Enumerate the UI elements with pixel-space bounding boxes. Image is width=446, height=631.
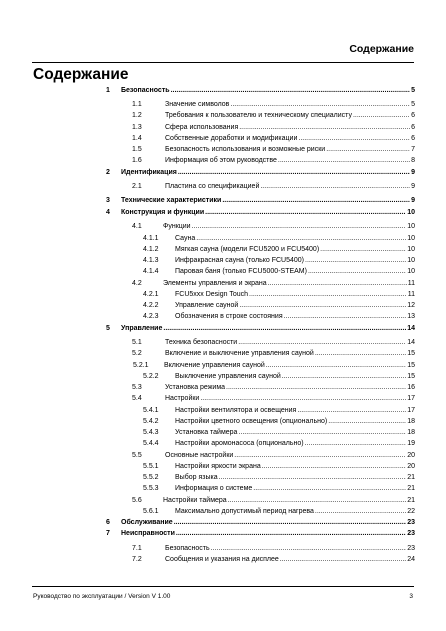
toc-entry-line — [175, 428, 415, 437]
toc-entry-line — [165, 145, 415, 154]
toc-entry-page: 17 — [407, 395, 415, 403]
toc-entry-page: 10 — [407, 268, 415, 276]
toc-entry-line — [121, 324, 415, 333]
toc-entry-title: Пластина со спецификацией — [165, 182, 260, 190]
toc-entry-page: 20 — [407, 462, 415, 470]
toc-entry-page: 10 — [407, 245, 415, 253]
toc-entry-page: 6 — [411, 123, 415, 131]
toc-entry[interactable] — [0, 383, 446, 394]
toc-entry[interactable] — [0, 417, 446, 428]
toc-dot-leader — [219, 473, 407, 482]
toc-entry-page: 13 — [407, 313, 415, 321]
toc-entry[interactable] — [0, 507, 446, 518]
toc-dot-leader — [249, 290, 407, 299]
toc-entry[interactable] — [0, 245, 446, 256]
toc-entry-page: 22 — [407, 507, 415, 515]
toc-entry-number: 1 — [106, 86, 110, 94]
toc-dot-leader — [278, 156, 410, 165]
toc-dot-leader — [228, 496, 407, 505]
toc-entry-number: 5.5.2 — [143, 474, 159, 481]
toc-entry[interactable] — [0, 439, 446, 450]
toc-entry-number: 4.2.2 — [143, 302, 159, 309]
toc-dot-leader — [171, 86, 411, 95]
toc-entry-title: Настройки аромонасоса (опционально) — [175, 440, 304, 448]
toc-entry-title: Элементы управления и экрана — [163, 279, 267, 287]
toc-entry-line — [165, 555, 415, 564]
toc-entry-number: 1.1 — [132, 100, 142, 108]
toc-dot-leader — [176, 529, 406, 538]
toc-entry-number: 5.3 — [132, 384, 142, 391]
toc-entry-number: 4.2.1 — [143, 290, 159, 298]
toc-dot-leader — [268, 279, 407, 288]
toc-entry-line — [121, 86, 415, 95]
toc-dot-leader — [253, 484, 406, 493]
toc-dot-leader — [305, 256, 406, 265]
toc-dot-leader — [297, 406, 406, 415]
toc-entry-line — [121, 529, 415, 538]
toc-dot-leader — [298, 134, 410, 143]
page-title: Содержание — [33, 66, 129, 83]
toc-entry-number: 4.1.3 — [143, 257, 159, 264]
toc-entry-number: 7 — [106, 530, 110, 538]
toc-entry-title: Сауна — [175, 234, 196, 242]
toc-entry[interactable] — [0, 168, 446, 179]
toc-dot-leader — [353, 111, 410, 120]
toc-entry[interactable] — [0, 134, 446, 145]
toc-entry[interactable] — [0, 541, 446, 556]
toc-entry[interactable] — [0, 518, 446, 529]
toc-dot-leader — [284, 312, 407, 321]
toc-entry-line — [163, 496, 415, 505]
toc-entry[interactable] — [0, 179, 446, 194]
toc-entry-line — [175, 462, 415, 471]
running-header-title: Содержание — [349, 43, 414, 55]
toc-entry-title: Обозначения в строке состояния — [175, 313, 283, 321]
toc-entry-number: 7.2 — [132, 556, 142, 563]
toc-entry[interactable] — [0, 97, 446, 112]
toc-entry-page: 10 — [407, 234, 415, 242]
toc-dot-leader — [192, 222, 407, 231]
toc-entry[interactable] — [0, 349, 446, 360]
toc-entry-number: 1.4 — [132, 134, 142, 142]
toc-entry-title: Настройки вентилятора и освещения — [175, 406, 297, 414]
footer-document-title: Руководство по эксплуатации / Version V 1.00 — [33, 593, 171, 600]
toc-entry-page: 10 — [407, 223, 415, 230]
toc-entry-line — [175, 484, 415, 493]
toc-entry-line — [165, 182, 415, 191]
toc-entry-title: Включение и выключение управления сауной — [165, 350, 314, 358]
toc-dot-leader — [196, 234, 406, 243]
toc-entry-line — [165, 451, 415, 460]
toc-entry-page: 14 — [407, 338, 415, 346]
toc-entry-page: 19 — [407, 440, 415, 448]
toc-entry-title: Настройки цветного освещения (опционально) — [175, 417, 328, 425]
toc-entry-line — [121, 208, 415, 217]
toc-entry[interactable] — [0, 234, 446, 245]
toc-dot-leader — [320, 245, 406, 254]
toc-entry[interactable] — [0, 86, 446, 97]
toc-entry-page: 18 — [407, 429, 415, 436]
toc-entry-line — [175, 473, 415, 482]
toc-entry-page: 16 — [407, 384, 415, 391]
toc-entry-title: Паровая баня (только FCU5000-STEAM) — [175, 268, 307, 276]
toc-entry-page: 11 — [407, 279, 415, 287]
toc-entry-title: Настройки таймера — [163, 496, 227, 504]
toc-entry-line — [121, 196, 415, 205]
toc-entry-page: 23 — [407, 519, 415, 526]
toc-entry-page: 5 — [411, 100, 415, 108]
toc-entry-number: 5.1 — [132, 338, 142, 346]
toc-dot-leader — [200, 394, 406, 403]
toc-entry-line — [175, 507, 415, 516]
header-rule — [32, 62, 414, 63]
toc-entry-title: Информация об этом руководстве — [165, 157, 277, 165]
toc-entry-title: Функции — [163, 223, 191, 230]
toc-entry-line — [165, 111, 415, 120]
toc-entry-number: 6 — [106, 519, 110, 526]
toc-entry-title: Безопасность — [165, 544, 210, 552]
toc-dot-leader — [315, 349, 406, 358]
toc-dot-leader — [234, 451, 406, 460]
toc-entry-title: Выключение управления сауной — [175, 372, 281, 380]
toc-entry[interactable] — [0, 335, 446, 350]
toc-entry-number: 5.5 — [132, 451, 142, 459]
toc-entry-title: Инфракрасная сауна (только FCU5400) — [175, 257, 305, 264]
toc-entry-line — [165, 383, 415, 392]
toc-entry-number: 5.5.1 — [143, 462, 159, 470]
toc-entry-title: Конструкция и функции — [121, 208, 205, 216]
toc-entry-page: 23 — [407, 530, 415, 538]
toc-entry-line — [165, 100, 415, 109]
toc-entry-line — [165, 394, 415, 403]
toc-entry-line — [175, 234, 415, 243]
toc-entry-title: Настройки — [165, 395, 200, 403]
toc-entry-page: 17 — [407, 406, 415, 414]
toc-entry-page: 11 — [407, 290, 415, 298]
toc-entry[interactable] — [0, 428, 446, 439]
toc-dot-leader — [226, 383, 406, 392]
toc-dot-leader — [230, 100, 410, 109]
toc-entry-line — [175, 406, 415, 415]
toc-entry-number: 5.4.2 — [143, 417, 159, 425]
toc-entry-line — [175, 301, 415, 310]
toc-entry-title: Установка таймера — [175, 429, 238, 436]
toc-entry-page: 9 — [411, 168, 415, 176]
toc-entry-number: 5 — [106, 324, 110, 332]
toc-entry-line — [175, 312, 415, 321]
toc-entry-page: 8 — [411, 157, 415, 165]
toc-entry-page: 15 — [407, 361, 415, 369]
footer-page-number: 3 — [409, 593, 413, 600]
toc-entry-title: Неисправности — [121, 530, 175, 538]
toc-entry-line — [163, 222, 415, 231]
toc-entry-line — [175, 245, 415, 254]
toc-entry-page: 23 — [407, 544, 415, 552]
toc-entry[interactable] — [0, 145, 446, 156]
toc-entry[interactable] — [0, 529, 446, 540]
toc-entry-title: Настройки яркости экрана — [175, 462, 261, 470]
toc-entry[interactable] — [0, 496, 446, 507]
toc-dot-leader — [326, 145, 410, 154]
toc-entry[interactable] — [0, 555, 446, 566]
toc-entry-number: 1.2 — [132, 112, 142, 120]
toc-dot-leader — [266, 361, 406, 370]
toc-entry[interactable] — [0, 219, 446, 234]
toc-entry-number: 5.4.3 — [143, 429, 159, 436]
toc-entry[interactable] — [0, 111, 446, 122]
toc-entry-number: 5.4 — [132, 395, 142, 403]
toc-entry-page: 6 — [411, 112, 415, 120]
toc-entry-line — [165, 338, 415, 347]
toc-entry-number: 4.1.1 — [143, 234, 159, 242]
toc-entry[interactable] — [0, 361, 446, 372]
toc-entry-title: Технические характеристики — [121, 197, 222, 205]
toc-entry[interactable] — [0, 193, 446, 208]
toc-dot-leader — [205, 208, 406, 217]
toc-entry-line — [165, 123, 415, 132]
toc-entry[interactable] — [0, 473, 446, 484]
toc-entry-title: Сфера использования — [165, 123, 239, 131]
toc-entry-line — [121, 168, 415, 177]
toc-dot-leader — [328, 417, 406, 426]
toc-entry-title: Информация о системе — [175, 485, 253, 493]
toc-entry-number: 5.2 — [132, 350, 142, 358]
footer-rule — [32, 586, 414, 587]
toc-entry-number: 5.4.1 — [143, 406, 159, 414]
toc-entry[interactable] — [0, 324, 446, 335]
toc-entry-page: 9 — [411, 197, 415, 205]
toc-entry-line — [175, 417, 415, 426]
toc-entry-line — [175, 256, 415, 265]
toc-entry-page: 12 — [407, 302, 415, 309]
toc-entry[interactable] — [0, 267, 446, 278]
toc-entry-title: Значение символов — [165, 100, 230, 108]
toc-entry-number: 7.1 — [132, 544, 142, 552]
toc-entry-number: 5.6 — [132, 496, 142, 504]
toc-entry-number: 4.2 — [132, 279, 142, 287]
toc-entry-page: 21 — [407, 474, 415, 481]
table-of-contents — [0, 86, 446, 567]
toc-entry-number: 2 — [106, 168, 110, 176]
toc-entry-line — [175, 372, 415, 381]
toc-entry-number: 4.1.2 — [143, 245, 159, 253]
toc-entry-title: Обслуживание — [121, 519, 173, 526]
toc-entry-title: Требования к пользователю и техническому специалисту — [165, 112, 352, 120]
toc-entry-number: 5.4.4 — [143, 440, 159, 448]
toc-entry-title: Включение управления сауной — [164, 361, 265, 369]
toc-entry[interactable] — [0, 123, 446, 134]
toc-entry-number: 4 — [106, 208, 110, 216]
toc-entry-title: FCU5xxx Design Touch — [175, 290, 249, 298]
toc-entry[interactable] — [0, 156, 446, 167]
toc-entry[interactable] — [0, 462, 446, 473]
toc-entry-line — [165, 156, 415, 165]
toc-dot-leader — [238, 338, 406, 347]
toc-entry-title: Мягкая сауна (модели FCU5200 и FCU5400) — [175, 245, 320, 253]
toc-dot-leader — [163, 324, 406, 333]
toc-dot-leader — [262, 462, 406, 471]
toc-dot-leader — [305, 439, 407, 448]
toc-entry-line — [175, 290, 415, 299]
toc-entry-line — [163, 279, 415, 288]
toc-entry-page: 9 — [411, 182, 415, 190]
toc-entry-number: 5.6.1 — [143, 507, 159, 515]
toc-entry-title: Выбор языка — [175, 474, 218, 481]
toc-entry-title: Максимально допустимый период нагрева — [175, 507, 314, 515]
toc-dot-leader — [222, 196, 410, 205]
toc-dot-leader — [174, 518, 407, 527]
toc-entry-title: Управление — [121, 324, 163, 332]
toc-dot-leader — [308, 267, 406, 276]
toc-entry-title: Техника безопасности — [165, 338, 238, 346]
toc-entry-title: Основные настройки — [165, 451, 234, 459]
toc-dot-leader — [238, 428, 406, 437]
toc-entry-page: 20 — [407, 451, 415, 459]
toc-dot-leader — [178, 168, 410, 177]
toc-entry[interactable] — [0, 290, 446, 301]
toc-entry[interactable] — [0, 301, 446, 312]
toc-entry[interactable] — [0, 406, 446, 417]
toc-entry-page: 7 — [411, 146, 415, 153]
toc-dot-leader — [211, 544, 407, 553]
toc-entry[interactable] — [0, 394, 446, 405]
toc-entry-page: 5 — [411, 86, 415, 94]
toc-entry-line — [165, 349, 415, 358]
toc-entry-page: 6 — [411, 134, 415, 142]
toc-entry-title: Управление сауной — [175, 302, 239, 309]
toc-dot-leader — [280, 555, 406, 564]
toc-entry-number: 1.3 — [132, 123, 142, 131]
toc-entry[interactable] — [0, 256, 446, 267]
toc-entry-page: 21 — [407, 485, 415, 493]
toc-entry-title: Идентификация — [121, 168, 177, 176]
toc-entry-title: Безопасность использования и возможные риски — [165, 146, 326, 153]
toc-dot-leader — [315, 507, 406, 516]
toc-entry-number: 5.2.2 — [143, 372, 159, 380]
toc-entry-page: 18 — [407, 417, 415, 425]
toc-entry-number: 1.5 — [132, 146, 142, 153]
toc-entry-title: Установка режима — [165, 384, 226, 391]
toc-dot-leader — [239, 123, 410, 132]
toc-entry-line — [121, 518, 415, 527]
toc-dot-leader — [282, 372, 406, 381]
toc-entry-number: 2.1 — [132, 182, 142, 190]
toc-entry-page: 14 — [407, 324, 415, 332]
toc-entry-line — [175, 267, 415, 276]
toc-entry-number: 4.1.4 — [143, 268, 159, 276]
toc-entry[interactable] — [0, 279, 446, 290]
toc-entry[interactable] — [0, 312, 446, 323]
toc-entry-title: Собственные доработки и модификации — [165, 134, 298, 142]
toc-entry-line — [175, 439, 415, 448]
toc-entry[interactable] — [0, 372, 446, 383]
toc-entry-line — [165, 544, 415, 553]
toc-entry-page: 10 — [407, 208, 415, 216]
toc-entry-line — [164, 361, 415, 370]
toc-entry[interactable] — [0, 484, 446, 495]
toc-dot-leader — [260, 182, 410, 191]
toc-entry-page: 15 — [407, 372, 415, 380]
toc-entry-page: 15 — [407, 350, 415, 358]
toc-entry-page: 10 — [407, 257, 415, 264]
toc-entry-number: 4.2.3 — [143, 313, 159, 321]
toc-entry-page: 21 — [407, 496, 415, 504]
toc-entry-number: 5.5.3 — [143, 485, 159, 493]
toc-entry-number: 3 — [106, 197, 110, 205]
toc-entry-number: 5.2.1 — [133, 361, 149, 369]
toc-dot-leader — [239, 301, 406, 310]
toc-entry-title: Безопасность — [121, 86, 170, 94]
toc-entry-page: 24 — [407, 556, 415, 563]
toc-entry-line — [165, 134, 415, 143]
toc-entry[interactable] — [0, 451, 446, 462]
toc-entry-number: 1.6 — [132, 157, 142, 165]
toc-entry[interactable] — [0, 208, 446, 219]
toc-entry-title: Сообщения и указания на дисплее — [165, 556, 279, 563]
toc-entry-number: 4.1 — [132, 223, 142, 230]
